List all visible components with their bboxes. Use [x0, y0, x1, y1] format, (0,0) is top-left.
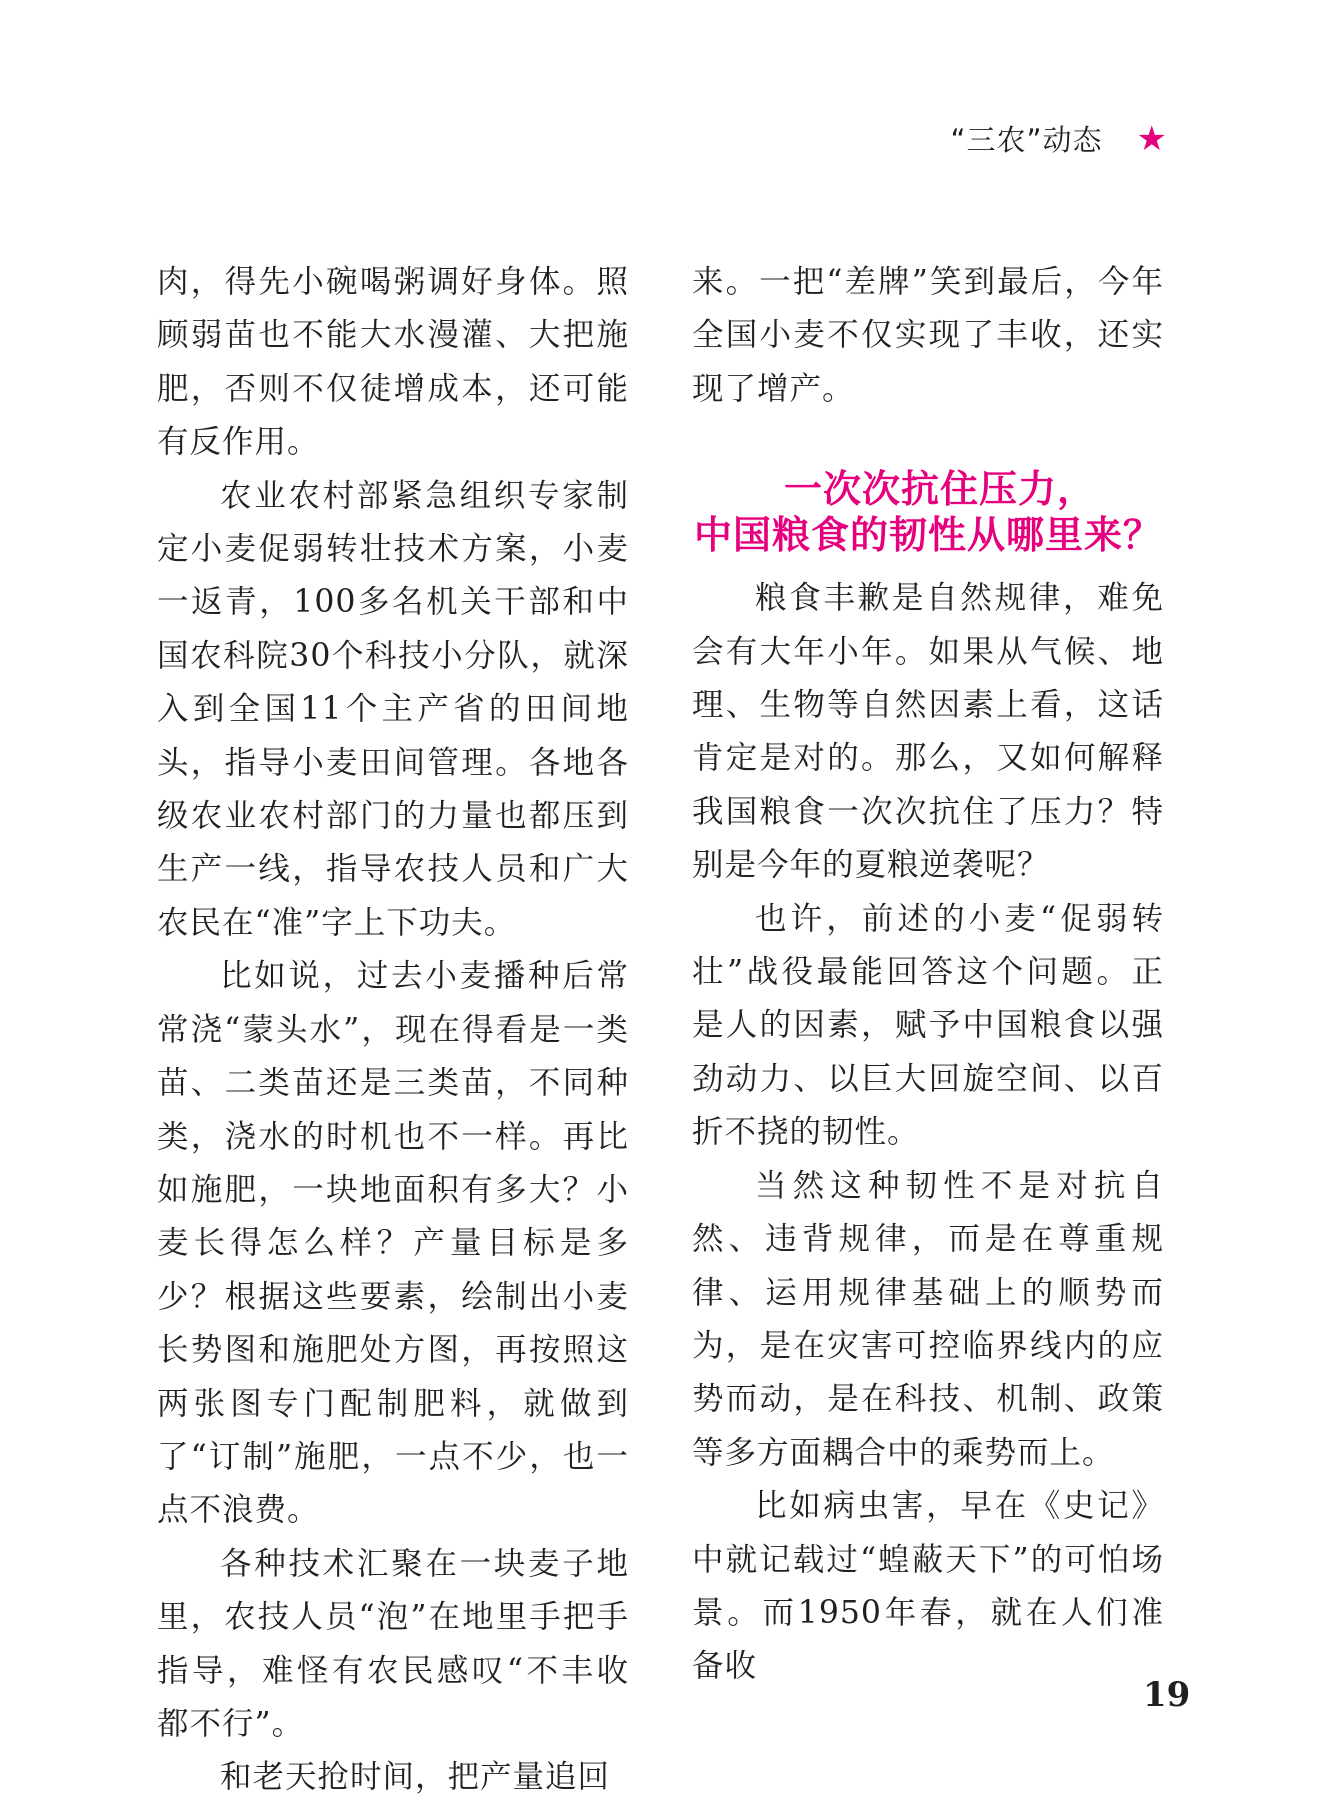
section-header [950, 118, 1168, 159]
page-number: 19 [1143, 1675, 1191, 1715]
body-paragraph: 肉，得先小碗喝粥调好身体。照顾弱苗也不能大水漫灌、大把施肥，否则不仅徒增成本，还可能有反作用。 [157, 264, 629, 461]
subheading-line-2: 中国粮食的韧性从哪里来？ [693, 512, 1162, 558]
body-paragraph: 粮食丰歉是自然规律，难免会有大年小年。如果从气候、地理、生物等自然因素上看，这话肯定是对的。那么，又如何解释我国粮食一次次抗住了压力？特别是今年的夏粮逆袭呢？ [692, 580, 1164, 884]
left-column [157, 256, 629, 1805]
subheading-line-1: 一次次抗住压力， [783, 466, 1096, 512]
star-icon: ★ [1136, 118, 1168, 159]
body-paragraph: 各种技术汇聚在一块麦子地里，农技人员“泡”在地里手把手指导，难怪有农民感叹“不丰收都不行”。 [157, 1545, 629, 1742]
section-title: “三农”动态 [950, 123, 1103, 157]
body-paragraph: 当然这种韧性不是对抗自然、违背规律，而是在尊重规律、运用规律基础上的顺势而为，是在灾害可控临界线内的应势而动，是在科技、机制、政策等多方面耦合中的乘势而上。 [692, 1167, 1164, 1471]
body-paragraph: 和老天抢时间，把产量追回 [220, 1759, 611, 1796]
right-column [692, 256, 1164, 1694]
body-paragraph: 比如说，过去小麦播种后常常浇“蒙头水”，现在得看是一类苗、二类苗还是三类苗，不同种类，浇水的时机也不一样。再比如施肥，一块地面积有多大？小麦长得怎么样？产量目标是多少？根据这些要素，绘制出小麦长势图和施肥处方图，再按照这两张图专门配制肥料，就做到了“订制”施肥，一点不少，也一点不浪费。 [157, 958, 629, 1529]
body-paragraph: 来。一把“差牌”笑到最后，今年全国小麦不仅实现了丰收，还实现了增产。 [692, 264, 1164, 407]
section-subheading [692, 466, 1164, 558]
body-paragraph: 也许，前述的小麦“促弱转壮”战役最能回答这个问题。正是人的因素，赋予中国粮食以强劲动力、以巨大回旋空间、以百折不挠的韧性。 [692, 900, 1164, 1151]
body-paragraph: 比如病虫害，早在《史记》中就记载过“蝗蔽天下”的可怕场景。而1950年春，就在人们准备收 [692, 1488, 1164, 1685]
body-paragraph: 农业农村部紧急组织专家制定小麦促弱转壮技术方案，小麦一返青，100多名机关干部和中国农科院30个科技小分队，就深入到全国11个主产省的田间地头，指导小麦田间管理。各地各级农业农村部门的力量也都压到生产一线，指导农技人员和广大农民在“准”字上下功夫。 [157, 477, 629, 941]
